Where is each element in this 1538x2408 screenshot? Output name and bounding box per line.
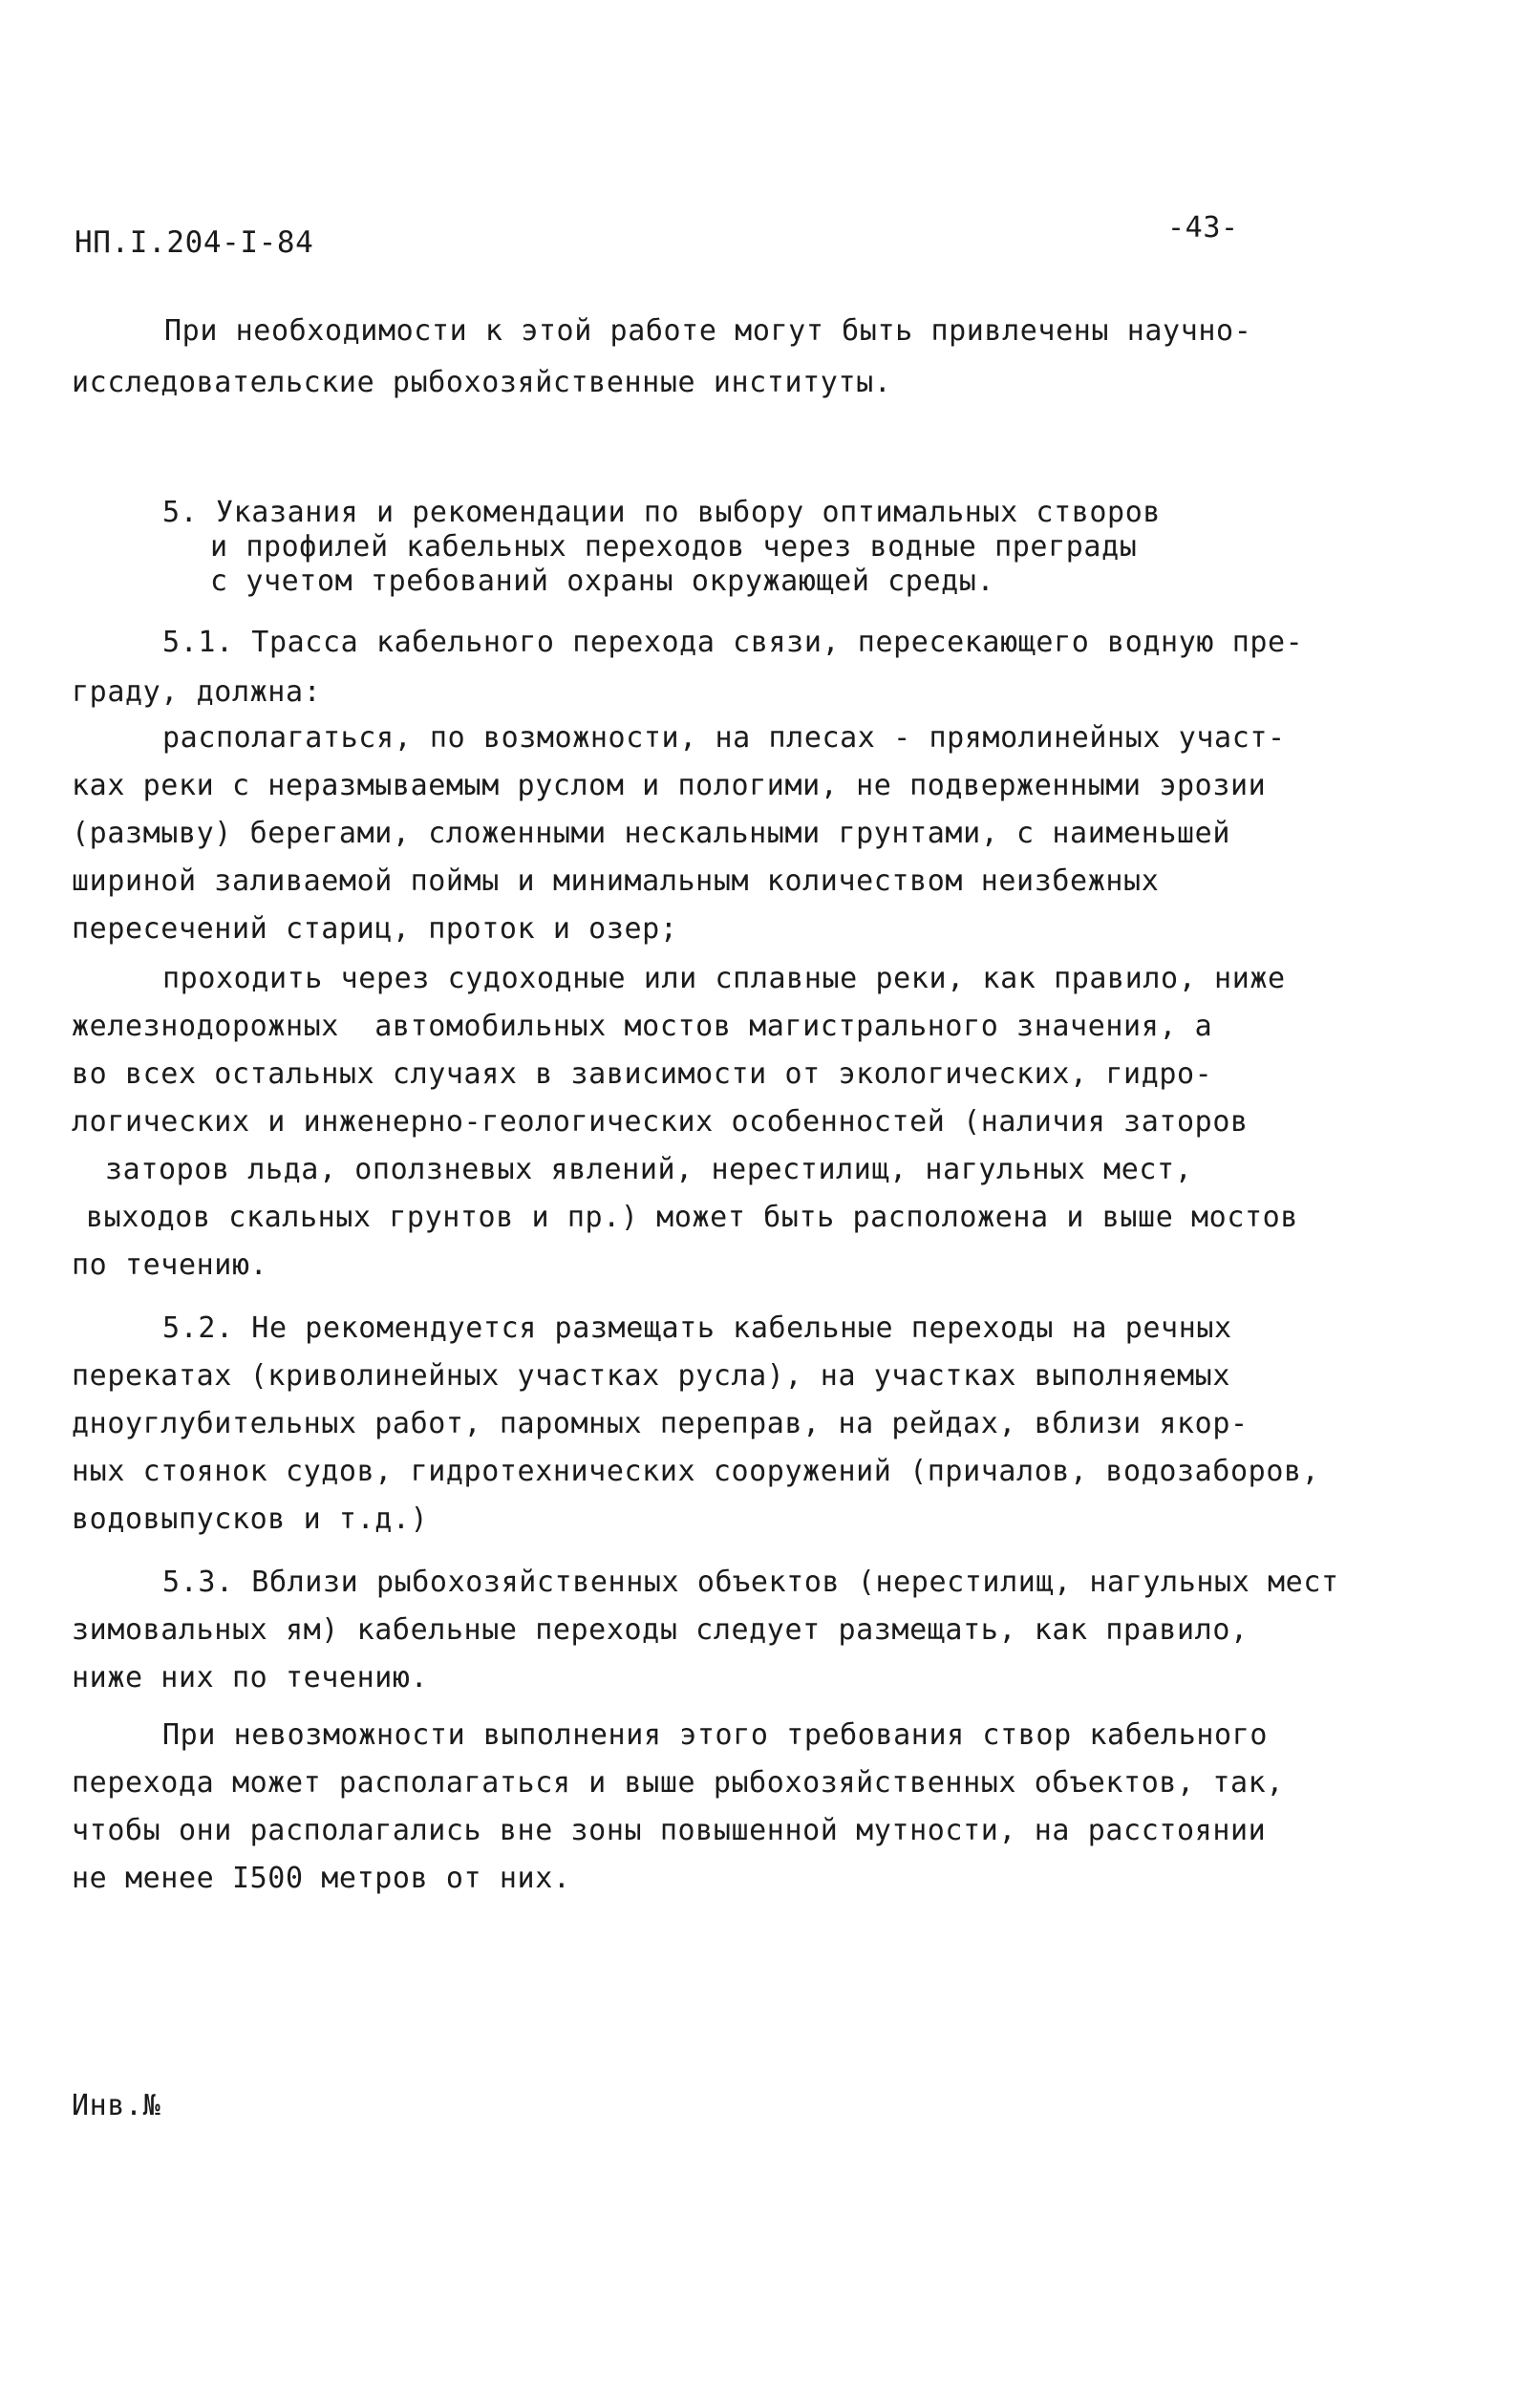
final-paragraph-line-1: При невозможности выполнения этого требования створ кабельного (162, 1718, 1269, 1752)
clause-5-1-line-12: заторов льда, оползневых явлений, нерестилищ, нагульных мест, (105, 1153, 1193, 1186)
clause-5-1-line-4: ках реки с неразмываемым руслом и пологими, не подверженными эрозии (72, 769, 1267, 802)
final-paragraph-line-2: перехода может располагаться и выше рыбохозяйственных объектов, так, (72, 1766, 1284, 1800)
clause-5-2-line-2: перекатах (криволинейных участках русла), на участках выполняемых (72, 1359, 1230, 1393)
inventory-label: Инв.№ (72, 2089, 161, 2122)
clause-5-1-line-1: 5.1. Трасса кабельного перехода связи, пересекающего водную пре- (162, 626, 1304, 659)
section-heading-line-3: с учетом требований охраны окружающей среды. (210, 565, 995, 598)
clause-5-1-line-6: шириной заливаемой поймы и минимальным количеством неизбежных (72, 864, 1160, 898)
clause-5-1-line-8: проходить через судоходные или сплавные реки, как правило, ниже (162, 962, 1286, 995)
final-paragraph-line-3: чтобы они располагались вне зоны повышенной мутности, на расстоянии (72, 1814, 1267, 1847)
clause-5-1-line-7: пересечений стариц, проток и озер; (72, 912, 678, 946)
clause-5-3-line-3: ниже них по течению. (72, 1661, 429, 1694)
clause-5-1-line-3: располагаться, по возможности, на плесах - прямолинейных участ- (162, 721, 1286, 755)
document-code: НП.I.204-I-84 (75, 225, 314, 260)
clause-5-1-line-9: железнодорожных автомобильных мостов магистрального значения, а (72, 1010, 1213, 1043)
intro-line-2: исследовательские рыбохозяйственные институты. (72, 366, 892, 399)
section-heading-line-1: 5. Указания и рекомендации по выбору оптимальных створов (162, 496, 1162, 529)
clause-5-3-line-1: 5.3. Вблизи рыбохозяйственных объектов (нерестилищ, нагульных мест (162, 1566, 1339, 1599)
clause-5-1-line-14: по течению. (72, 1248, 268, 1282)
final-paragraph-line-4: не менее I500 метров от них. (72, 1862, 571, 1895)
clause-5-2-line-1: 5.2. Не рекомендуется размещать кабельные переходы на речных (162, 1311, 1232, 1345)
clause-5-1-line-2: граду, должна: (72, 675, 322, 709)
clause-5-1-line-10: во всех остальных случаях в зависимости от экологических, гидро- (72, 1057, 1213, 1091)
clause-5-1-line-5: (размыву) берегами, сложенными нескальными грунтами, с наименьшей (72, 817, 1230, 850)
clause-5-2-line-3: дноуглубительных работ, паромных переправ, на рейдах, вблизи якор- (72, 1407, 1249, 1440)
clause-5-2-line-5: водовыпусков и т.д.) (72, 1502, 429, 1536)
section-heading-line-2: и профилей кабельных переходов через водные преграды (210, 530, 1138, 564)
intro-line-1: При необходимости к этой работе могут быть привлечены научно- (164, 314, 1252, 348)
clause-5-2-line-4: ных стоянок судов, гидротехнических сооружений (причалов, водозаборов, (72, 1455, 1320, 1488)
clause-5-3-line-2: зимовальных ям) кабельные переходы следует размещать, как правило, (72, 1613, 1249, 1647)
clause-5-1-line-13: выходов скальных грунтов и пр.) может быть расположена и выше мостов (86, 1201, 1298, 1234)
page-number: -43- (1167, 211, 1239, 245)
clause-5-1-line-11: логических и инженерно-геологических особенностей (наличия заторов (72, 1105, 1249, 1139)
